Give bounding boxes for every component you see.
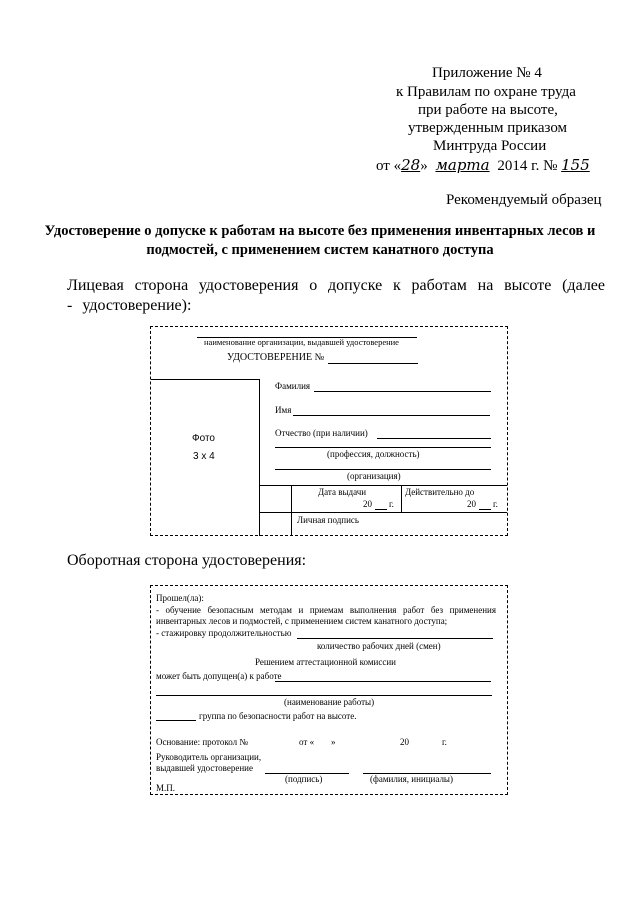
header-line: при работе на высоте, xyxy=(418,102,558,118)
recommended-sample: Рекомендуемый образец xyxy=(446,192,602,208)
basis-label: Основание: протокол № xyxy=(156,737,248,747)
name-line xyxy=(293,415,490,416)
signature-label: Личная подпись xyxy=(297,515,360,525)
group-label: группа по безопасности работ на высоте. xyxy=(199,711,357,721)
training-line: - обучение безопасным методам и приемам выполнения работ без применения xyxy=(156,605,496,615)
basis-g: г. xyxy=(442,737,447,747)
work-days-caption: количество рабочих дней (смен) xyxy=(317,641,441,651)
name-label: Имя xyxy=(275,405,292,415)
photo-size: 3 х 4 xyxy=(193,451,215,462)
admitted-line xyxy=(275,681,491,682)
valid-until-suffix: г. xyxy=(493,499,498,509)
head-label: выдавшей удостоверение xyxy=(156,763,253,773)
name-initials-caption: (фамилия, инициалы) xyxy=(370,774,453,784)
group-blank xyxy=(156,720,196,721)
issue-date-label: Дата выдачи xyxy=(318,487,367,497)
issue-date-year: 20 xyxy=(363,499,372,509)
date-mid: » xyxy=(420,158,428,174)
training-line: инвентарных лесов и подмостей, с применением систем канатного доступа; xyxy=(156,616,448,626)
work-name-line xyxy=(156,695,492,696)
patronymic-line xyxy=(377,438,491,439)
org-caption: наименование организации, выдавшей удостоверение xyxy=(204,337,399,347)
table-top-line xyxy=(259,485,507,486)
organization-caption: (организация) xyxy=(347,471,401,481)
basis-year: 20 xyxy=(400,737,409,747)
sign-caption: (подпись) xyxy=(285,774,323,784)
profession-caption: (профессия, должность) xyxy=(327,449,420,459)
patronymic-label: Отчество (при наличии) xyxy=(275,428,368,438)
date-prefix: от « xyxy=(376,158,402,174)
valid-until-label: Действительно до xyxy=(405,487,475,497)
internship-line xyxy=(297,638,493,639)
document-title: Удостоверение о допуске к работам на высоте без применения инвентарных лесов и подмостей, с применением систем канатного доступа xyxy=(44,223,596,258)
cert-number-line xyxy=(328,363,418,364)
table-divider xyxy=(291,485,292,535)
table-divider xyxy=(401,485,402,512)
issue-date-blank xyxy=(375,509,387,510)
header-line: к Правилам по охране труда xyxy=(396,84,576,100)
date-day: 28 xyxy=(401,156,421,174)
passed-label: Прошел(ла): xyxy=(156,593,204,603)
valid-until-blank xyxy=(479,509,491,510)
back-side-intro: Оборотная сторона удостоверения: xyxy=(67,552,307,569)
basis-quote: » xyxy=(331,737,336,747)
commission-label: Решением аттестационной комиссии xyxy=(255,657,396,667)
header-line: утвержденным приказом xyxy=(408,120,568,136)
table-mid-line xyxy=(259,512,507,513)
order-date-line xyxy=(376,156,590,175)
head-label: Руководитель организации, xyxy=(156,752,262,762)
issue-date-suffix: г. xyxy=(389,499,394,509)
profession-line xyxy=(275,447,491,448)
appendix-number: Приложение № 4 xyxy=(432,65,542,81)
header-line: Минтруда России xyxy=(433,138,547,154)
basis-from: от « xyxy=(299,737,315,747)
surname-line xyxy=(314,391,491,392)
date-year: 2014 г. № xyxy=(497,158,558,174)
admitted-label: может быть допущен(а) к работе xyxy=(156,671,282,681)
stamp-label: М.П. xyxy=(156,783,176,793)
cert-number-label: УДОСТОВЕРЕНИЕ № xyxy=(227,352,325,363)
certificate-front-card xyxy=(150,326,508,536)
photo-label: Фото xyxy=(192,433,215,444)
order-number: 155 xyxy=(561,156,590,174)
front-side-intro: Лицевая сторона удостоверения о допуске к работам на высоте (далее - удостоверение): xyxy=(67,277,605,314)
organization-line xyxy=(275,469,491,470)
work-name-caption: (наименование работы) xyxy=(284,697,375,707)
date-month: марта xyxy=(435,156,490,174)
surname-label: Фамилия xyxy=(275,381,311,391)
valid-until-year: 20 xyxy=(467,499,476,509)
certificate-back-card xyxy=(150,585,508,795)
internship-label: - стажировку продолжительностью xyxy=(156,628,292,638)
